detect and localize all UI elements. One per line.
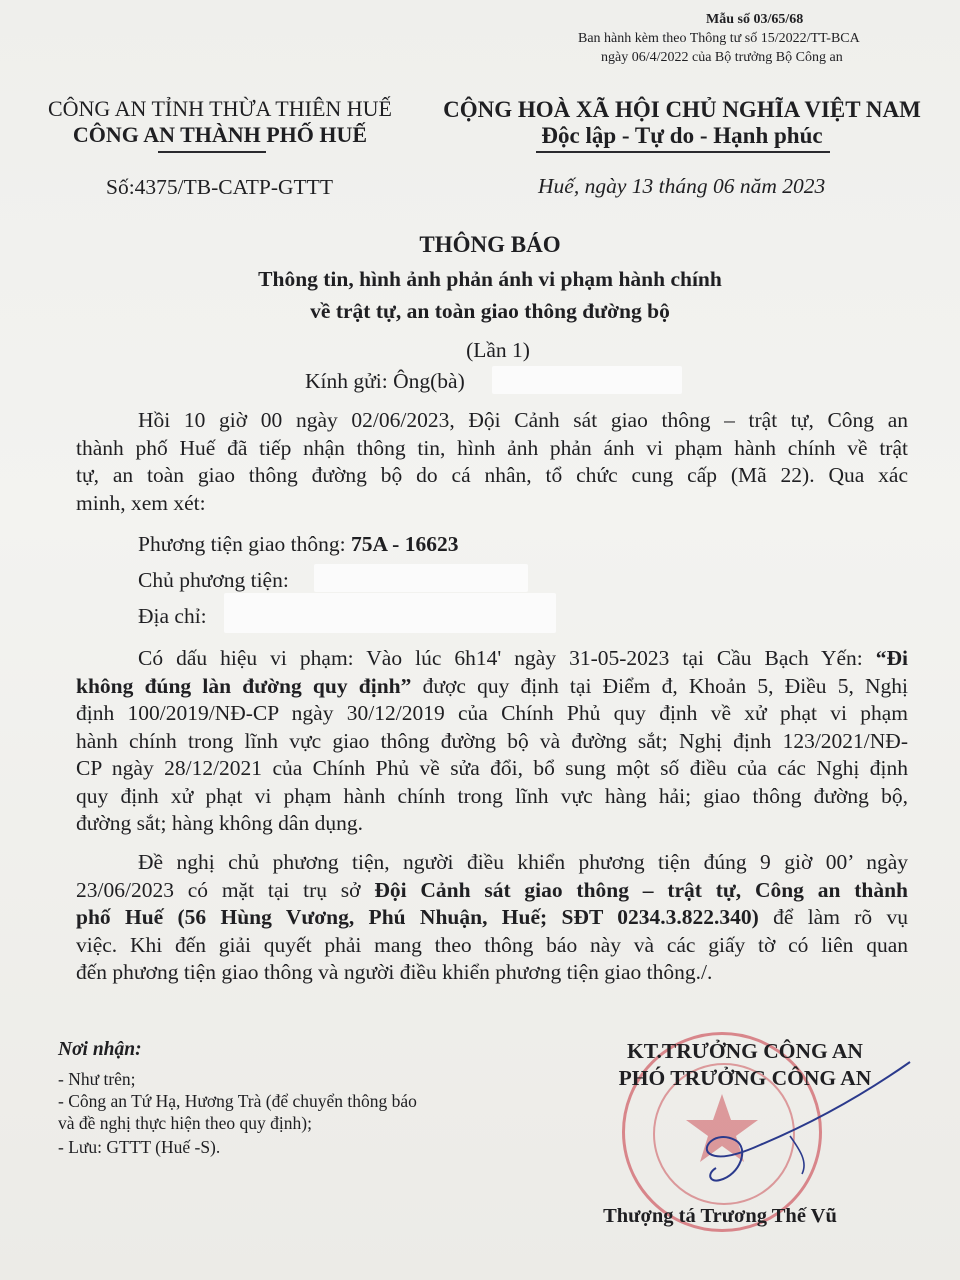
violation-line: CP ngày 28/12/2021 của Chính Phủ về sửa đổi, bổ sung một số điều của các Nghị định xyxy=(76,756,908,780)
violation-line: hành chính trong lĩnh vực giao thông đường bộ và đường sắt; Nghị định 123/2021/NĐ- xyxy=(76,728,908,753)
addressee-label: Kính gửi: Ông(bà) xyxy=(305,369,465,393)
document-number: Số:4375/TB-CATP-GTTT xyxy=(106,175,333,199)
form-ref-line1: Ban hành kèm theo Thông tư số 15/2022/TT-BCA xyxy=(578,31,860,46)
violation-line: không đúng làn đường quy định” được quy định tại Điểm đ, Khoản 5, Điều 5, Nghị xyxy=(76,673,909,698)
notice-title: THÔNG BÁO xyxy=(419,232,561,257)
signer-name: Thượng tá Trương Thế Vũ xyxy=(603,1205,837,1227)
request-line: 23/06/2023 có mặt tại trụ sở Đội Cảnh sát giao thông – trật tự, Công an thành xyxy=(76,877,908,902)
agency-name: CÔNG AN THÀNH PHỐ HUẾ xyxy=(72,122,368,147)
signature-line2: PHÓ TRƯỞNG CÔNG AN xyxy=(618,1066,872,1090)
agency-underline xyxy=(158,151,266,153)
intro-line: Hồi 10 giờ 00 ngày 02/06/2023, Đội Cảnh sát giao thông – trật tự, Công an xyxy=(138,408,908,432)
motto-underline xyxy=(536,151,830,153)
redacted-address xyxy=(224,593,556,633)
redacted-owner xyxy=(314,564,528,592)
recipient-item: - Lưu: GTTT (Huế -S). xyxy=(58,1137,221,1157)
recipient-item: - Như trên; xyxy=(58,1069,136,1089)
intro-line: thành phố Huế đã tiếp nhận thông tin, hình ảnh phản ánh vi phạm hành chính về trật xyxy=(76,435,908,460)
notice-subtitle-2: về trật tự, an toàn giao thông đường bộ xyxy=(310,299,670,323)
violation-line: định 100/2019/NĐ-CP ngày 30/12/2019 của Chính Phủ quy định về xử phạt vi phạm xyxy=(76,701,908,725)
violation-line: Có dấu hiệu vi phạm: Vào lúc 6h14' ngày 31-05-2023 tại Cầu Bạch Yến: “Đi xyxy=(138,646,908,670)
form-code: Mẫu số 03/65/68 xyxy=(706,12,804,27)
national-motto: Độc lập - Tự do - Hạnh phúc xyxy=(541,123,823,148)
intro-paragraph xyxy=(76,407,908,517)
handwritten-signature-icon xyxy=(640,1050,930,1200)
place-date: Huế, ngày 13 tháng 06 năm 2023 xyxy=(538,174,826,198)
request-line: việc. Khi đến giải quyết phải mang theo thông báo này và các giấy tờ có liên quan xyxy=(76,932,908,957)
request-line: phố Huế (56 Hùng Vương, Phú Nhuận, Huế; SĐT 0234.3.822.340) để làm rõ vụ xyxy=(76,905,908,929)
agency-parent: CÔNG AN TỈNH THỪA THIÊN HUẾ xyxy=(47,96,392,121)
request-line: đến phương tiện giao thông và người điều khiển phương tiện giao thông./. xyxy=(76,960,713,984)
notice-subtitle-1: Thông tin, hình ảnh phản ánh vi phạm hành chính xyxy=(258,267,722,291)
address-label: Địa chỉ: xyxy=(138,604,207,628)
request-paragraph xyxy=(76,849,908,987)
national-title: CỘNG HOÀ XÃ HỘI CHỦ NGHĨA VIỆT NAM xyxy=(443,97,921,122)
owner-label: Chủ phương tiện: xyxy=(138,568,289,592)
intro-line: minh, xem xét: xyxy=(76,490,206,515)
vehicle-label: Phương tiện giao thông: xyxy=(138,532,346,556)
redacted-addressee xyxy=(492,366,682,394)
violation-line: đường sắt; hàng không dân dụng. xyxy=(76,811,363,835)
violation-paragraph xyxy=(76,645,908,838)
violation-line: quy định xử phạt vi phạm hành chính trong lĩnh vực hàng hải; giao thông đường bộ, xyxy=(76,783,908,808)
recipients-title: Nơi nhận: xyxy=(58,1039,142,1060)
intro-line: tự, an toàn giao thông đường bộ do cá nhân, tổ chức cung cấp (Mã 22). Qua xác xyxy=(76,463,908,487)
signature-line1: KT.TRƯỞNG CÔNG AN xyxy=(627,1039,863,1063)
notice-round: (Lần 1) xyxy=(466,338,530,362)
vehicle-plate: 75A - 16623 xyxy=(350,532,459,556)
recipient-item: và đề nghị thực hiện theo quy định); xyxy=(58,1113,312,1133)
recipient-item: - Công an Tứ Hạ, Hương Trà (để chuyển thông báo xyxy=(58,1091,417,1111)
vehicle-row xyxy=(138,530,458,558)
request-line: Đề nghị chủ phương tiện, người điều khiển phương tiện đúng 9 giờ 00’ ngày xyxy=(138,850,908,874)
form-ref-line2: ngày 06/4/2022 của Bộ trưởng Bộ Công an xyxy=(601,50,843,65)
